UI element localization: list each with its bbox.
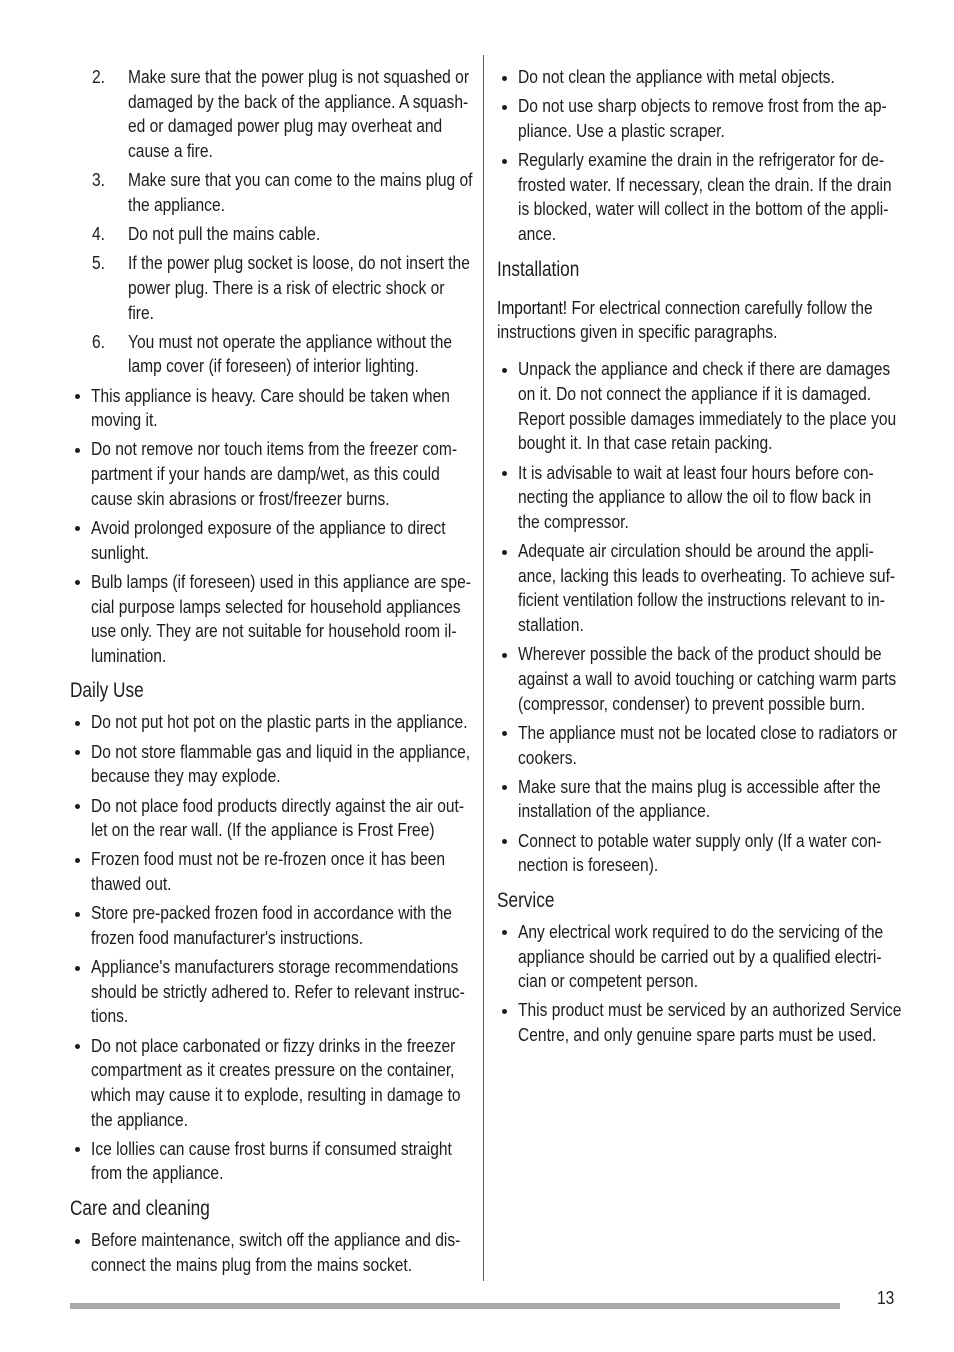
text-line: The appliance must not be located close to radiators or [517, 722, 897, 743]
text-line: Report possible damages immediately to the place you [517, 408, 896, 429]
bullet-icon [75, 804, 80, 809]
bullet-icon [502, 785, 507, 790]
bullet-item [497, 642, 897, 716]
bullet-icon [502, 930, 507, 935]
item-number: 3. [92, 170, 105, 191]
text-line: Ice lollies can cause frost burns if consumed straight [90, 1138, 452, 1159]
service-list [497, 920, 901, 1048]
care-and-cleaning-heading: Care and cleaning [70, 1197, 210, 1221]
bullet-icon [75, 580, 80, 585]
left-column [70, 65, 473, 1277]
text-line: the compressor. [517, 511, 629, 532]
text-line: tions. [90, 1006, 128, 1027]
bullet-icon [75, 1147, 80, 1152]
text-line: appliance should be carried out by a qualified electri- [517, 946, 882, 967]
text-line: Do not put hot pot on the plastic parts in the appliance. [90, 712, 468, 733]
text-line: Any electrical work required to do the servicing of the [517, 921, 883, 942]
text-line: ed or damaged power plug may overheat and [128, 116, 443, 137]
text-line: against a wall to avoid touching or catching warm parts [517, 669, 896, 689]
care-and-cleaning-list [70, 1228, 470, 1277]
text-line: frozen food manufacturer's instructions. [90, 927, 363, 948]
bullet-icon [75, 966, 80, 971]
bullet-item [70, 1137, 470, 1186]
text-line: on it. Do not connect the appliance if it is damaged. [517, 384, 871, 405]
text-line: lumination. [90, 645, 166, 666]
right-column [497, 65, 901, 1048]
item-number: 6. [92, 331, 105, 352]
numbered-item [70, 330, 470, 379]
text-line: cial purpose lamps selected for household appliances [90, 596, 461, 617]
installation-list [497, 357, 897, 877]
text-line: If the power plug socket is loose, do not insert the [128, 253, 470, 274]
bullet-item [497, 539, 897, 638]
text-line: This appliance is heavy. Care should be taken when [90, 385, 450, 406]
bullet-icon [502, 159, 507, 164]
text-line: is blocked, water will collect in the bottom of the appli- [517, 199, 888, 220]
daily-use-heading: Daily Use [70, 679, 144, 703]
bullet-item [497, 998, 901, 1047]
bullet-item [497, 357, 897, 456]
text-line: the appliance. [128, 194, 225, 215]
text-line: Do not remove nor touch items from the freezer com- [90, 439, 457, 460]
bullet-item [497, 65, 897, 90]
important-label: Important! [497, 297, 568, 318]
text-line: moving it. [90, 410, 158, 431]
footer-rule [70, 1303, 840, 1309]
text-line: should be strictly adhered to. Refer to relevant instruc- [90, 981, 465, 1002]
bullet-item [70, 794, 470, 843]
important-note [497, 296, 897, 345]
text-line: Before maintenance, switch off the appliance and dis- [90, 1230, 460, 1251]
bullet-icon [75, 750, 80, 755]
bullet-item [497, 461, 897, 535]
bullet-item [70, 955, 470, 1029]
text-line: Connect to potable water supply only (If a water con- [517, 830, 882, 851]
service-heading: Service [497, 888, 555, 912]
bullet-icon [502, 368, 507, 373]
bullet-item [70, 570, 470, 669]
bullet-item [70, 437, 470, 511]
text-line: Make sure that you can come to the mains plug of [128, 170, 473, 191]
bullet-icon [502, 76, 507, 81]
bullet-icon [75, 721, 80, 726]
note-text: For electrical connection carefully follow the [571, 297, 873, 318]
text-line: Regularly examine the drain in the refrigerator for de- [517, 150, 884, 171]
numbered-item [70, 65, 470, 164]
text-line: the appliance. [90, 1109, 188, 1130]
text-line: partment if your hands are damp/wet, as this could [90, 464, 440, 485]
text-line: power plug. There is a risk of electric shock or [128, 277, 445, 298]
text-line: Appliance's manufacturers storage recommendations [90, 957, 458, 978]
text-line: Store pre-packed frozen food in accordance with the [90, 903, 452, 924]
text-line: cause a fire. [128, 140, 213, 161]
text-line: damaged by the back of the appliance. A squash- [128, 91, 469, 112]
text-line: sunlight. [90, 542, 149, 563]
text-line: Unpack the appliance and check if there are damages [517, 359, 890, 380]
text-line: (compressor, condenser) to prevent possible burn. [517, 693, 865, 714]
text-line: Do not use sharp objects to remove frost from the ap- [517, 96, 887, 117]
text-line: frosted water. If necessary, clean the drain. If the drain [517, 174, 892, 195]
text-line: which may cause it to explode, resulting in damage to [90, 1084, 461, 1105]
bullet-list [497, 65, 897, 247]
numbered-item [70, 168, 473, 217]
text-line: Avoid prolonged exposure of the appliance to direct [90, 517, 446, 538]
bullet-item [497, 148, 897, 247]
text-line: installation of the appliance. [517, 801, 710, 822]
numbered-list [70, 65, 473, 379]
bullet-icon [75, 526, 80, 531]
column-divider [483, 55, 484, 1281]
bullet-icon [75, 1044, 80, 1049]
text-line: ance. [517, 224, 556, 245]
text-line: because they may explode. [90, 766, 281, 787]
bullet-icon [502, 1009, 507, 1014]
text-line: Wherever possible the back of the product should be [517, 644, 882, 665]
bullet-item [70, 1034, 470, 1133]
text-line: Do not clean the appliance with metal objects. [517, 67, 835, 87]
text-line: Do not store flammable gas and liquid in the appliance, [90, 741, 470, 762]
text-line: Frozen food must not be re-frozen once it has been [90, 849, 445, 870]
text-line: You must not operate the appliance without the [128, 331, 453, 352]
numbered-item [70, 222, 470, 247]
text-line [497, 296, 873, 321]
bullet-item [497, 721, 897, 770]
text-line: cookers. [517, 747, 577, 768]
text-line: Make sure that the power plug is not squashed or [128, 67, 470, 87]
text-line: Do not place food products directly against the air out- [90, 795, 464, 816]
bullet-icon [75, 448, 80, 453]
text-line: necting the appliance to allow the oil to flow back in [517, 487, 871, 508]
text-line: ance, lacking this leads to overheating. To achieve suf- [517, 565, 895, 586]
bullet-icon [502, 105, 507, 110]
bullet-item [70, 740, 470, 789]
text-line: lamp cover (if foreseen) of interior lighting. [128, 356, 419, 377]
text-line: thawed out. [90, 874, 172, 895]
text-line: fire. [128, 302, 154, 323]
bullet-item [497, 920, 897, 994]
text-line: pliance. Use a plastic scraper. [517, 120, 725, 141]
text-line: Do not pull the mains cable. [128, 224, 321, 245]
item-number: 2. [92, 67, 105, 87]
text-line: stallation. [517, 615, 584, 636]
bullet-icon [502, 550, 507, 555]
bullet-icon [75, 912, 80, 917]
text-line: nection is foreseen). [517, 855, 658, 876]
bullet-icon [502, 731, 507, 736]
bullet-item [70, 901, 470, 950]
bullet-list [70, 384, 470, 669]
text-line: cian or competent person. [517, 971, 698, 992]
numbered-item [70, 251, 470, 325]
bullet-icon [75, 394, 80, 399]
bullet-icon [75, 858, 80, 863]
bullet-item [70, 384, 470, 433]
text-line: Bulb lamps (if foreseen) used in this appliance are spe- [90, 571, 471, 592]
text-line: Do not place carbonated or fizzy drinks in the freezer [90, 1035, 455, 1056]
bullet-icon [75, 1239, 80, 1244]
text-line: ficient ventilation follow the instructions relevant to in- [517, 590, 885, 611]
daily-use-list [70, 710, 470, 1186]
page-number: 13 [877, 1288, 895, 1308]
bullet-item [70, 710, 470, 735]
text-line: connect the mains plug from the mains socket. [90, 1254, 412, 1275]
text-line: compartment as it creates pressure on the container, [90, 1060, 454, 1081]
item-number: 4. [92, 224, 105, 245]
text-line: Make sure that the mains plug is accessible after the [517, 776, 881, 797]
item-number: 5. [92, 253, 105, 274]
bullet-item [497, 829, 897, 878]
bullet-item [70, 847, 470, 896]
text-line: Adequate air circulation should be around the appli- [517, 541, 874, 562]
bullet-icon [502, 471, 507, 476]
bullet-item [497, 775, 897, 824]
text-line: cause skin abrasions or frost/freezer burns. [90, 488, 390, 509]
text-line: bought it. In that case retain packing. [517, 433, 772, 454]
text-line: This product must be serviced by an authorized Service [517, 1000, 901, 1021]
bullet-item [70, 1228, 470, 1277]
bullet-item [497, 94, 897, 143]
text-line: use only. They are not suitable for household room il- [90, 621, 457, 642]
bullet-item [70, 516, 470, 565]
text-line: It is advisable to wait at least four hours before con- [517, 462, 874, 483]
text-line: instructions given in specific paragraphs. [497, 322, 778, 343]
text-line: Centre, and only genuine spare parts must be used. [517, 1025, 876, 1046]
bullet-icon [502, 653, 507, 658]
bullet-icon [502, 839, 507, 844]
text-line: from the appliance. [90, 1163, 223, 1184]
installation-heading: Installation [497, 257, 580, 281]
text-line: let on the rear wall. (If the appliance is Frost Free) [90, 820, 435, 841]
